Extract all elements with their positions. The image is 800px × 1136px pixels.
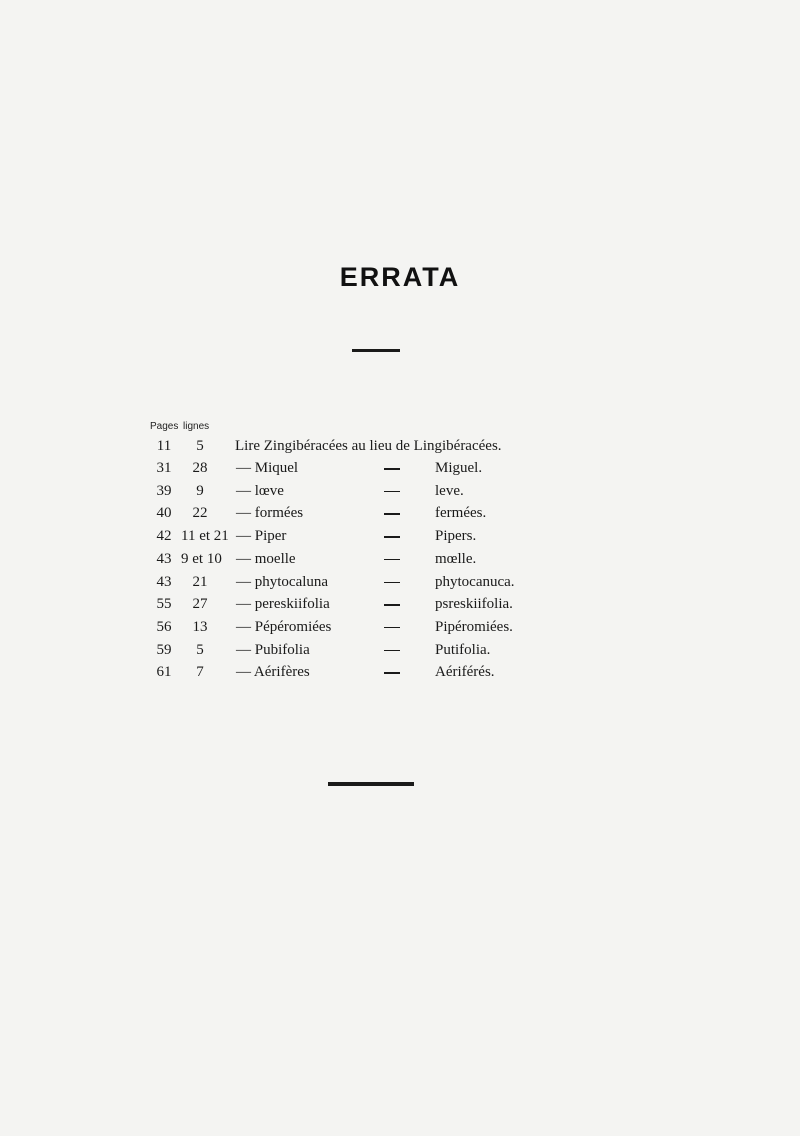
errata-row <box>0 457 800 479</box>
corrected-text: mœlle. <box>435 550 477 567</box>
dash-separator <box>384 513 400 515</box>
dash-separator <box>384 672 400 674</box>
errata-row <box>0 639 800 661</box>
line-number: 9 <box>196 482 204 499</box>
erroneous-text: — Aérifères <box>236 664 310 681</box>
corrected-text: fermées. <box>435 505 487 522</box>
erroneous-text: — moelle <box>236 550 296 567</box>
errata-row <box>0 593 800 615</box>
dash-separator <box>384 627 400 629</box>
line-number: 28 <box>192 460 208 476</box>
page-number: 39 <box>156 482 172 499</box>
erroneous-text: — Pépéromiées <box>236 618 332 635</box>
closing-rule <box>328 782 414 786</box>
page-number: 11 <box>156 438 172 454</box>
column-header-lines: lignes <box>183 421 210 432</box>
page-number: 42 <box>156 528 172 545</box>
errata-row-first <box>0 435 800 457</box>
dash-separator <box>384 650 400 652</box>
line-number: 5 <box>196 438 204 454</box>
correction-instruction: Lire Zingibéracées au lieu de Lingibéracées. <box>235 438 502 454</box>
corrected-text: Putifolia. <box>435 641 491 658</box>
dash-separator <box>384 582 400 584</box>
page-number: 43 <box>156 573 172 590</box>
page-number: 43 <box>156 550 172 567</box>
page-number: 31 <box>156 460 172 476</box>
corrected-text: Pipéromiées. <box>435 618 513 635</box>
errata-row <box>0 571 800 593</box>
page-number: 61 <box>156 664 172 681</box>
corrected-text: phytocanuca. <box>435 573 515 590</box>
dash-separator <box>384 536 400 538</box>
errata-row <box>0 480 800 502</box>
dash-separator <box>384 604 400 606</box>
dash-separator <box>384 559 400 561</box>
line-number: 7 <box>196 664 204 681</box>
page-title: ERRATA <box>339 262 461 292</box>
errata-row <box>0 525 800 547</box>
erroneous-text: — phytocaluna <box>236 573 329 590</box>
dash-separator <box>384 491 400 493</box>
corrected-text: leve. <box>435 482 464 499</box>
page-number: 59 <box>156 641 172 658</box>
corrected-text: Pipers. <box>435 528 477 545</box>
line-number: 21 <box>192 573 208 590</box>
line-number: 5 <box>196 641 204 658</box>
dash-separator <box>384 468 400 470</box>
errata-row <box>0 548 800 570</box>
line-number: 22 <box>192 505 208 522</box>
erroneous-text: — formées <box>236 505 304 522</box>
erroneous-text: — lœve <box>236 482 284 499</box>
corrected-text: Miguel. <box>435 460 483 476</box>
errata-row <box>0 616 800 638</box>
line-number: 11 et 21 <box>181 528 229 545</box>
errata-row <box>0 661 800 683</box>
erroneous-text: — Piper <box>236 528 287 545</box>
line-number: 13 <box>192 618 208 635</box>
erroneous-text: — Miquel <box>236 460 299 476</box>
page-number: 56 <box>156 618 172 635</box>
errata-row <box>0 502 800 524</box>
column-header-pages: Pages <box>150 421 179 432</box>
title-rule <box>352 349 400 352</box>
page-number: 55 <box>156 596 172 613</box>
line-number: 9 et 10 <box>181 550 222 567</box>
page-number: 40 <box>156 505 172 522</box>
erroneous-text: — Pubifolia <box>236 641 310 658</box>
erroneous-text: — pereskiifolia <box>236 596 330 613</box>
line-number: 27 <box>192 596 208 613</box>
corrected-text: psreskiifolia. <box>435 596 513 613</box>
corrected-text: Aériférés. <box>435 664 495 681</box>
